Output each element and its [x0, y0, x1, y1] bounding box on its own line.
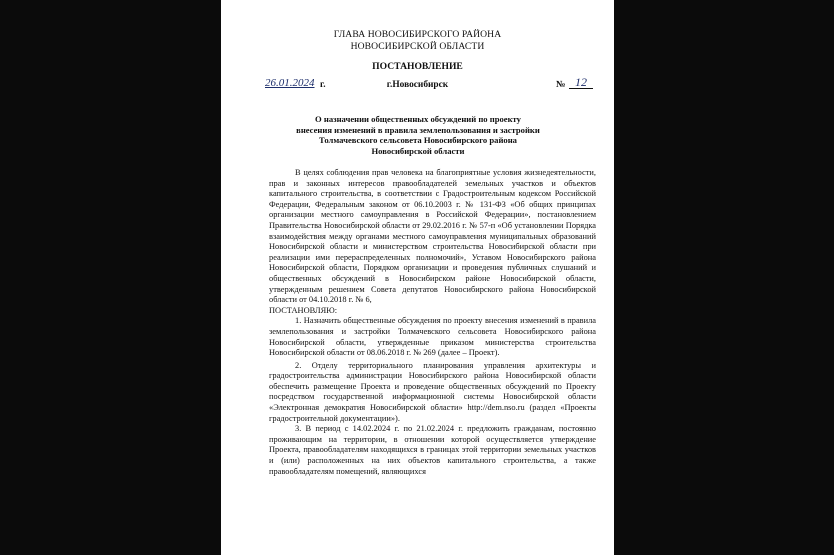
subject-line: внесения изменений в правила землепользования и застройки: [296, 124, 540, 135]
document-subject: [283, 114, 553, 156]
item-2-paragraph: 2. Отделу территориального планирования управления архитектуры и градостроительства администрации Новосибирского района Новосибирской области обеспечить размещение Проекта и проведение общественных обсуждений по Проекту посредством государственной информационной системы Новосибирской области «Электронная демократия Новосибирской области» http://dem.nso.ru (раздел «Проекты градостроительной документации»).: [269, 360, 596, 423]
preamble-paragraph: В целях соблюдения прав человека на благоприятные условия жизнедеятельности, прав и законных интересов правообладателей земельных участков и объектов капитального строительства, в соответствии с Градостроительным кодексом Российской Федерации, Федеральным законом от 06.10.2003 г. № 131-ФЗ «Об общих принципах организации местного самоуправления в Российской Федерации», постановлением Правительства Новосибирской области от 29.02.2016 г. № 57-п «Об установлении Порядка взаимодействия между органами местного самоуправления муниципальных образований Новосибирской области и министерством строительства Новосибирской области при реализации ими перераспределенных полномочий», Уставом Новосибирского района Новосибирской области, Порядком организации и проведения публичных слушаний и общественных обсуждений в Новосибирском районе Новосибирской области, утвержденным решением Совета депутатов Новосибирского района Новосибирской области от 04.10.2018 г. № 6,: [269, 168, 596, 305]
resolve-heading: ПОСТАНОВЛЯЮ:: [269, 305, 338, 315]
number-sign: №: [556, 80, 566, 90]
dateline: [221, 75, 614, 94]
subject-line: Толмачевского сельсовета Новосибирского района: [319, 135, 517, 146]
document-type: ПОСТАНОВЛЕНИЕ: [372, 61, 463, 72]
item-3-paragraph: 3. В период с 14.02.2024 г. по 21.02.2024 г. предложить гражданам, постоянно проживающим на территории, в отношении которой осуществляется утверждение Проекта, правообладателям находящихся в границах этой территории земельных участков и (или) расположенных на них объектов капитального строительства, а также правообладателям помещений, являющихся: [269, 424, 596, 476]
item-1-paragraph: 1. Назначить общественные обсуждения по проекту внесения изменений в правила землепользования и застройки Толмачевского сельсовета Новосибирского района Новосибирской области, утвержденные приказом министерства строительства Новосибирской области от 08.06.2018 г. № 269 (далее – Проект).: [269, 316, 596, 358]
subject-line: О назначении общественных обсуждений по проекту: [315, 114, 521, 124]
authority-title: ГЛАВА НОВОСИБИРСКОГО РАЙОНА: [333, 29, 502, 40]
document-body: [269, 168, 596, 477]
handwritten-date: 26.01.2024: [265, 77, 315, 89]
document-page: [221, 0, 614, 555]
authority-region: НОВОСИБИРСКОЙ ОБЛАСТИ: [350, 41, 485, 52]
handwritten-number: 12: [569, 76, 593, 89]
city-name: г.Новосибирск: [386, 80, 449, 90]
date-suffix: г.: [320, 80, 326, 90]
subject-line: Новосибирской области: [371, 145, 465, 156]
